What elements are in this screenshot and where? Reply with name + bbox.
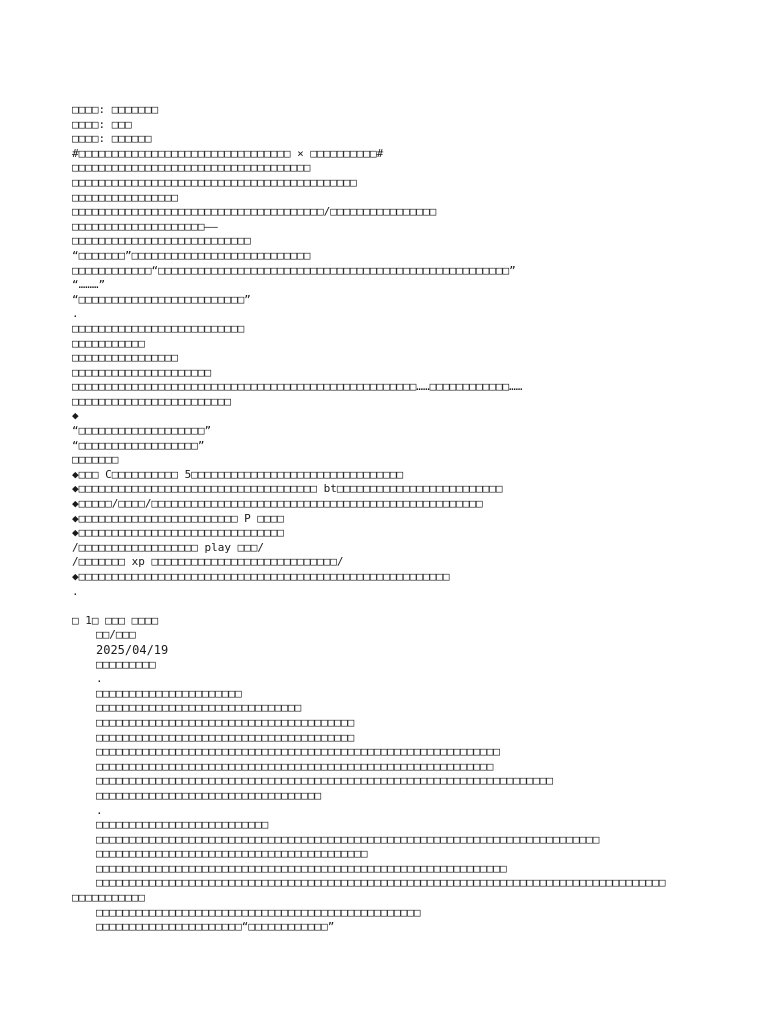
meta-line-1: □□□□: □□□□□□□: [72, 103, 159, 116]
header-block: [72, 103, 712, 322]
text-line: □□□□□□□□□□□□“□□□□□□□□□□□□□□□□□□□□□□□□□□□□□□□□□□□□□□□□□□□□□□□□□□□□□”: [72, 263, 516, 277]
text-line: □□□□□□□□□□□□□□□□□□□□□□□□□□: [72, 321, 245, 335]
chapter-meta-label: □□/□□□: [96, 628, 136, 642]
text-line: □□□□□□□□□□□□□□□□□□□□□□□□□□□□□□□□□□□□□□/□□□□□□□□□□□□□□□□: [72, 205, 437, 219]
chapter-date: 2025/04/19: [96, 642, 169, 657]
quote-line: “□□□□□□□□□□□□□□□□□□□”: [72, 424, 212, 438]
separator-dot: .: [72, 584, 79, 598]
paragraph-line: □□□□□□□□□□□□□□□□□□□□□□□□□□□□□□□□□□□□□□□□□□□□□□□□□□□□□□□□□□□□□□: [96, 861, 507, 875]
paragraph-line: □□□□□□□□□□□□□□□□□□□□□□: [96, 686, 242, 700]
text-line: □□□□□□□□□□□□□□□□□□□□——: [72, 219, 218, 233]
paragraph-line: □□□□□□□□□□□□□□□□□□□□□□“□□□□□□□□□□□□”: [96, 920, 335, 934]
paragraph-line: □□□□□□□□□□□□□□□□□□□□□□□□□□□□□□□□□□□□□□□□□□□□□□□□□□□□□□□□□□□□: [96, 759, 494, 773]
text-line: “………”: [72, 278, 106, 292]
text-line: □□□□□□□□□□□□□□□□□□□□□: [72, 365, 212, 379]
body-block: [72, 322, 712, 599]
text-line: □□□□□□□□□□□□□□□□□□□□□□□□□□□: [72, 234, 251, 248]
text-line: “□□□□□□□□□□□□□□□□□□□□□□□□□”: [72, 292, 251, 306]
text-line: □□□□□□□□□□□□□□□□□□□□□□□□□□□□□□□□□□□□□□□□□□□: [72, 175, 357, 189]
paragraph-line: □□□□□□□□□□□□□□□□□□□□□□□□□□□□□□□□□□: [96, 788, 322, 802]
quote-line: “□□□□□□□□□□□□□□□□□□”: [72, 438, 205, 452]
paragraph-line: □□□□□□□□□□□□□□□□□□□□□□□□□□□□□□□□□□□□□□□□□□□□□□□□□□□□□□□□□□□□□□□□□□□□□: [96, 774, 553, 788]
text-line: □□□□□□□□□□□□□□□□: [72, 190, 178, 204]
text-line: □□□□□□□□□□□□□□□□□□□□□□□□: [72, 394, 231, 408]
paragraph-line: □□□□□□□□□□□□□□□□□□□□□□□□□□□□□□□□□□□□□□□□□□□□□□□□□□□□□□□□□□□□□: [96, 745, 500, 759]
paragraph-line: □□□□□□□□□□□□□□□□□□□□□□□□□□□□□□□: [96, 701, 302, 715]
meta-line-3: □□□□: □□□□□□: [72, 132, 152, 146]
text-line: /□□□□□□□ xp □□□□□□□□□□□□□□□□□□□□□□□□□□□□/: [72, 555, 344, 569]
paragraph-line: □□□□□□□□□□□□□□□□□□□□□□□□□□□□□□□□□□□□□□□□□□□□□□□□□□□□□□□□□□□□□□□□□□□□□□□□□□□□□□□□□□□□□□: [96, 876, 666, 890]
paragraph-line: □□□□□□□□□□□□□□□□□□□□□□□□□□□□□□□□□□□□□□□: [96, 715, 355, 729]
document-page: [72, 103, 712, 935]
text-line: □□□□□□□: [72, 453, 119, 467]
bullet-line: ◆□□□□□□□□□□□□□□□□□□□□□□□□□□□□□□□□□□□□□□□□□□□□□□□□□□□□□□□□: [72, 570, 450, 583]
chapter-subtitle: □□□□□□□□□: [96, 657, 156, 671]
chapter-block: [72, 614, 712, 935]
text-line: /□□□□□□□□□□□□□□□□□□ play □□□/: [72, 540, 265, 554]
separator-dot: .: [96, 672, 103, 686]
bullet-line: ◆□□□□□/□□□□/□□□□□□□□□□□□□□□□□□□□□□□□□□□□□□□□□□□□□□□□□□□□□□□□□□: [72, 497, 483, 511]
text-line: □□□□□□□□□□□□□□□□□□□□□□□□□□□□□□□□□□□□□□□□□□□□□□□□□□□□……□□□□□□□□□□□□……: [72, 380, 523, 394]
paragraph-line: □□□□□□□□□□□□□□□□□□□□□□□□□□□□□□□□□□□□□□□: [96, 730, 355, 744]
bullet-line: ◆□□□□□□□□□□□□□□□□□□□□□□□□□□□□□□□□□□□□ bt□□□□□□□□□□□□□□□□□□□□□□□□□: [72, 482, 503, 496]
spacer: [72, 599, 712, 614]
text-line: □□□□□□□□□□□: [72, 336, 145, 350]
chapter-heading: □ 1□ □□□ □□□□: [72, 613, 159, 627]
text-line: □□□□□□□□□□□□□□□□: [72, 351, 178, 365]
tag-line: #□□□□□□□□□□□□□□□□□□□□□□□□□□□□□□□□ × □□□□□□□□□□#: [72, 146, 384, 160]
separator-dot: .: [72, 307, 79, 321]
paragraph-line: □□□□□□□□□□□□□□□□□□□□□□□□□□□□□□□□□□□□□□□□□□□□□□□□□: [96, 905, 421, 919]
bullet-line: ◆□□□□□□□□□□□□□□□□□□□□□□□□□□□□□□□: [72, 526, 284, 540]
text-line: □□□□□□□□□□□□□□□□□□□□□□□□□□□□□□□□□□□□: [72, 161, 311, 175]
paragraph-wrap-line: □□□□□□□□□□□: [72, 891, 145, 905]
separator-dot: .: [96, 803, 103, 817]
paragraph-line: □□□□□□□□□□□□□□□□□□□□□□□□□□□□□□□□□□□□□□□□□: [96, 847, 368, 861]
bullet-line: ◆□□□□□□□□□□□□□□□□□□□□□□□□ P □□□□: [72, 511, 284, 525]
text-line: “□□□□□□□”□□□□□□□□□□□□□□□□□□□□□□□□□□□: [72, 248, 311, 262]
meta-line-2: □□□□: □□□: [72, 117, 132, 131]
paragraph-line: □□□□□□□□□□□□□□□□□□□□□□□□□□□□□□□□□□□□□□□□□□□□□□□□□□□□□□□□□□□□□□□□□□□□□□□□□□□□: [96, 832, 600, 846]
bullet-line: ◆: [72, 409, 79, 423]
paragraph-line: □□□□□□□□□□□□□□□□□□□□□□□□□□: [96, 818, 269, 832]
bullet-line: ◆□□□ C□□□□□□□□□□ 5□□□□□□□□□□□□□□□□□□□□□□□□□□□□□□□□: [72, 467, 404, 481]
